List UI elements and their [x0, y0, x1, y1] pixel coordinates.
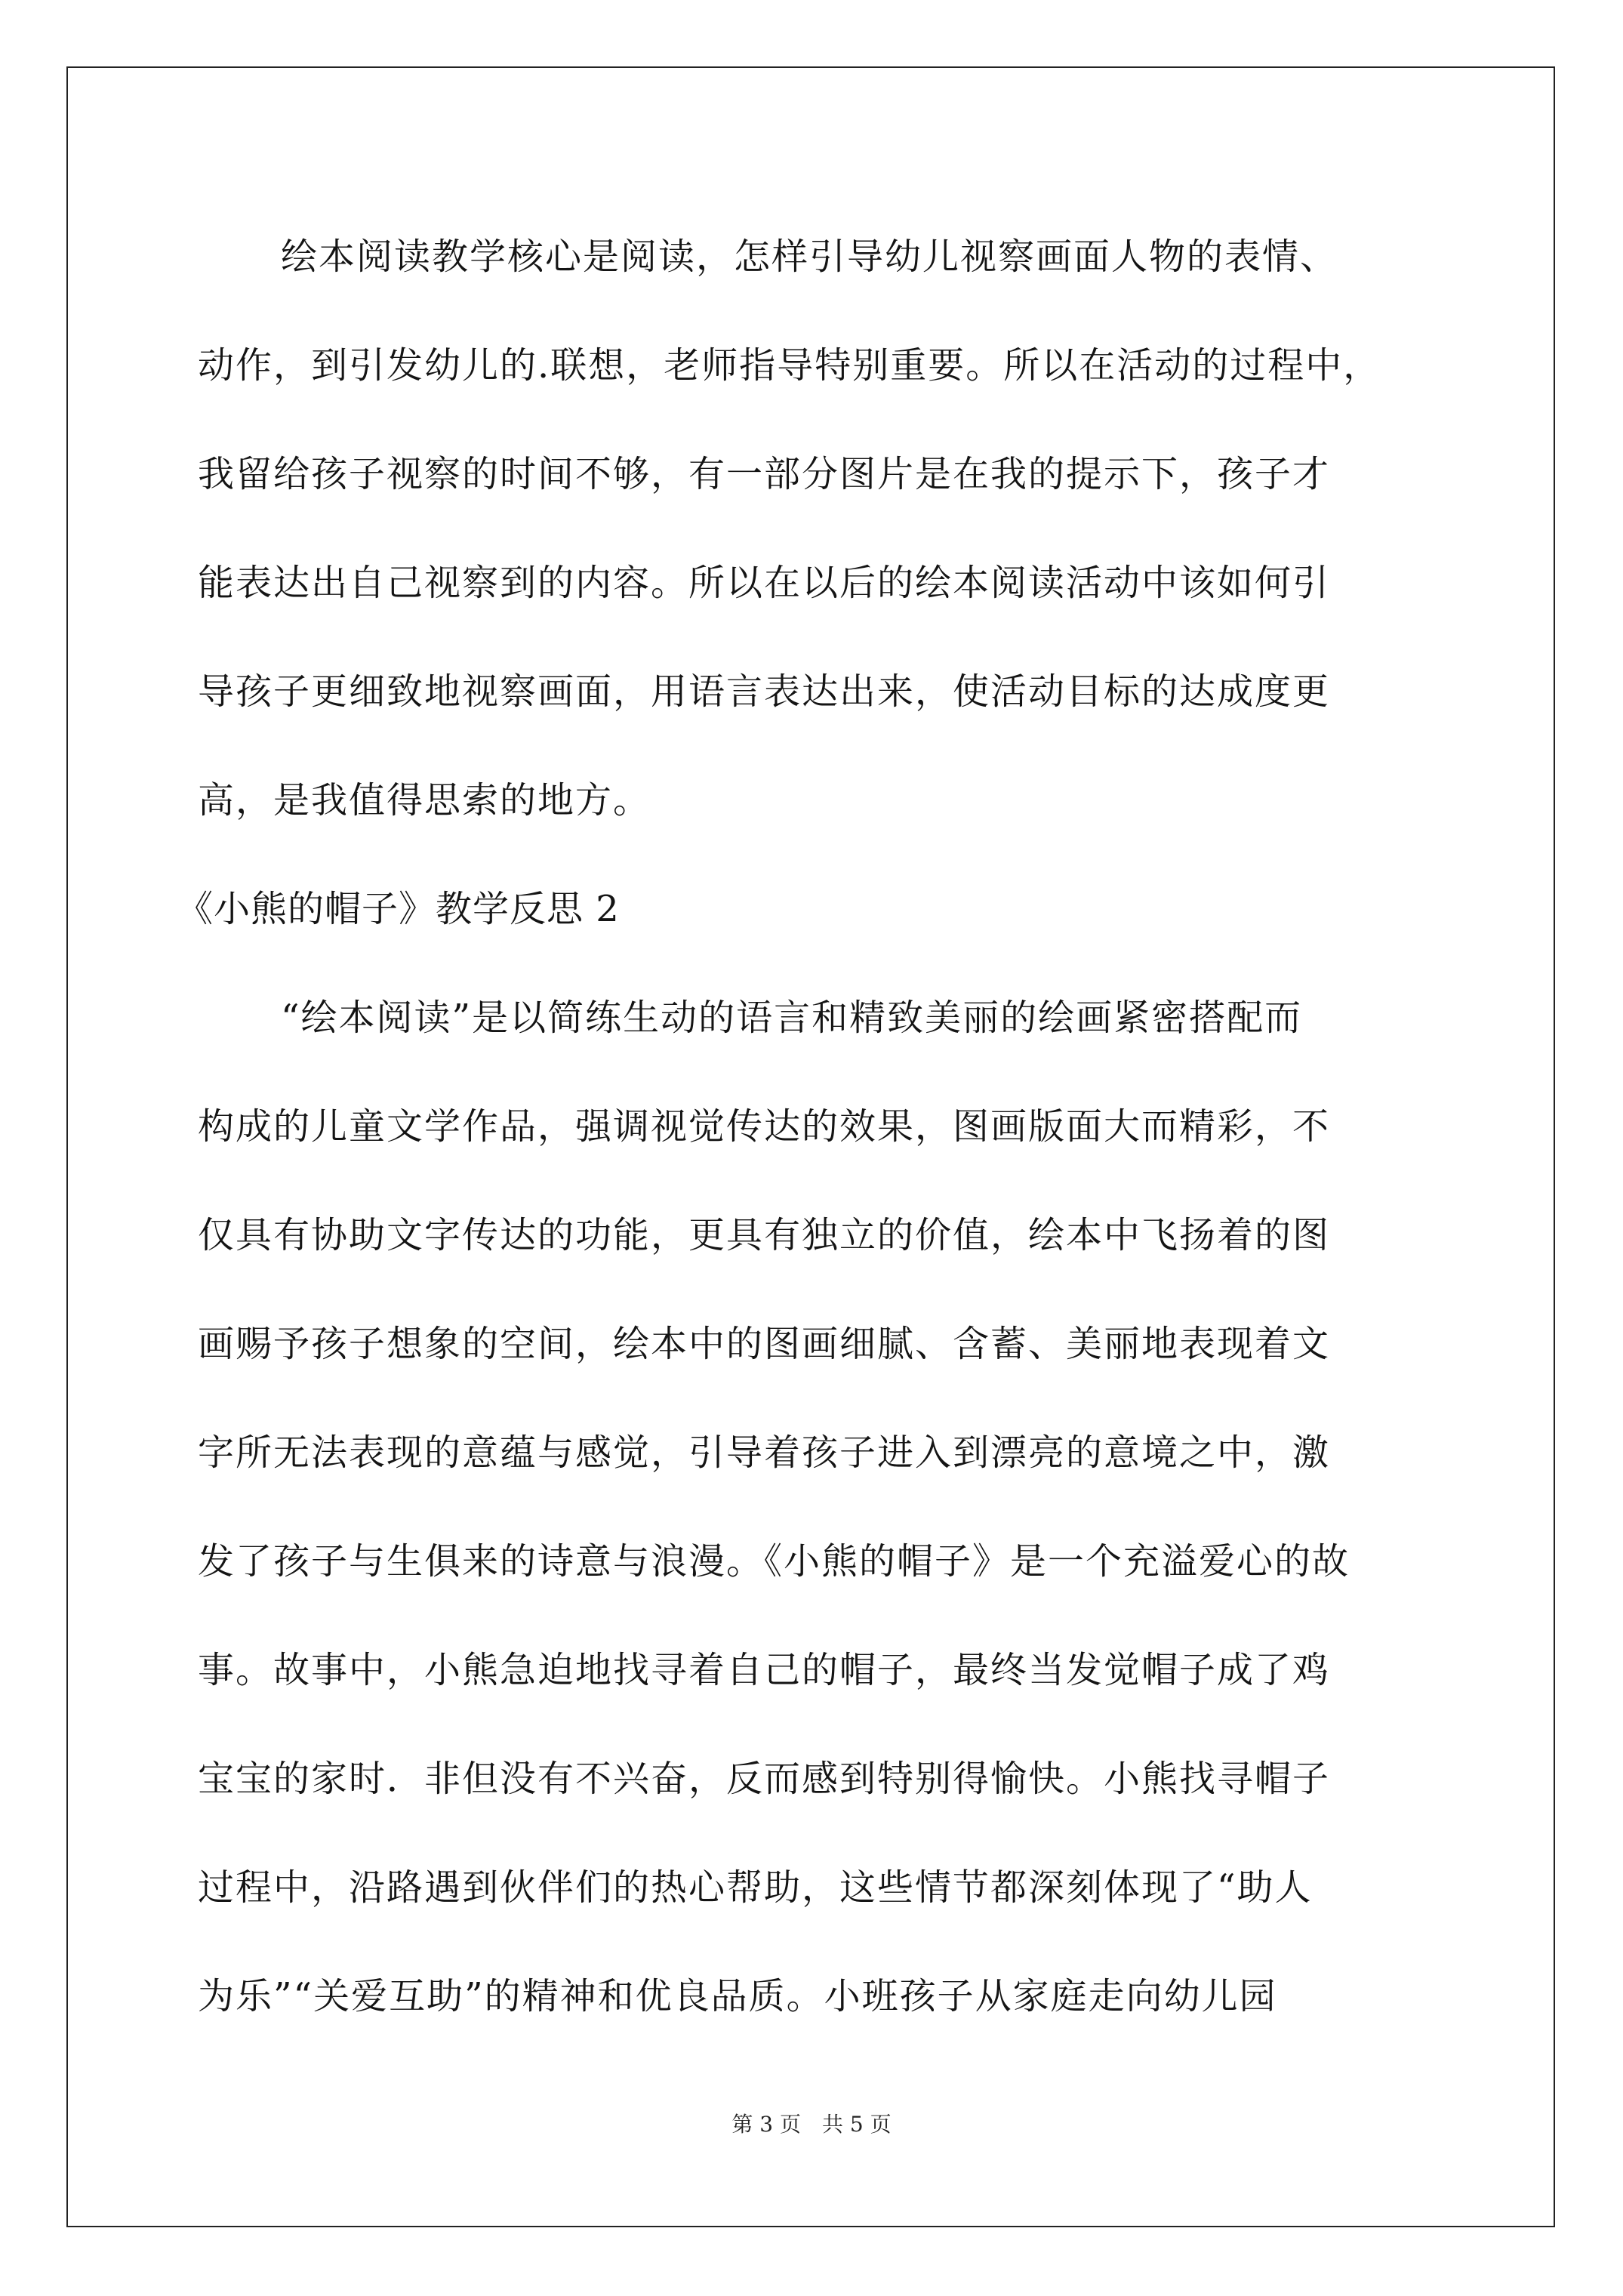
paragraph2-line-1: “绘本阅读”是以简练生动的语言和精致美丽的绘画紧密搭配而 — [281, 997, 1303, 1039]
paragraph2-line-5: 字所无法表现的意蕴与感觉，引导着孩子进入到漂亮的意境之中，激 — [198, 1432, 1331, 1474]
paragraph2-line-8: 宝宝的家时．非但没有不兴奋，反而感到特别得愉快。小熊找寻帽子 — [198, 1758, 1331, 1800]
paragraph2-line-9: 过程中，沿路遇到伙伴们的热心帮助，这些情节都深刻体现了“助人 — [198, 1866, 1313, 1909]
paragraph1-line-5: 导孩子更细致地视察画面，用语言表达出来，使活动目标的达成度更 — [198, 670, 1331, 713]
paragraph1-line-3: 我留给孩子视察的时间不够，有一部分图片是在我的提示下，孩子才 — [198, 453, 1331, 495]
page-footer: 第 3 页 共 5 页 — [731, 2112, 892, 2137]
paragraph2-line-10: 为乐”“关爱互助”的精神和优良品质。小班孩子从家庭走向幼儿园 — [198, 1975, 1277, 2017]
paragraph2-line-2: 构成的儿童文学作品，强调视觉传达的效果，图画版面大而精彩，不 — [198, 1105, 1331, 1148]
paragraph1-line-2: 动作，到引发幼儿的.联想，老师指导特别重要。所以在活动的过程中， — [198, 344, 1381, 387]
paragraph2-line-3: 仅具有协助文字传达的功能，更具有独立的价值，绘本中飞扬着的图 — [198, 1214, 1331, 1256]
section-heading: 《小熊的帽子》教学反思 2 — [177, 888, 620, 930]
paragraph2-line-4: 画赐予孩子想象的空间，绘本中的图画细腻、含蓄、美丽地表现着文 — [198, 1323, 1331, 1365]
paragraph1-line-6: 高，是我值得思索的地方。 — [198, 779, 651, 821]
paragraph1-line-4: 能表达出自己视察到的内容。所以在以后的绘本阅读活动中该如何引 — [198, 562, 1331, 604]
paragraph2-line-7: 事。故事中，小熊急迫地找寻着自己的帽子，最终当发觉帽子成了鸡 — [198, 1649, 1331, 1691]
paragraph2-line-6: 发了孩子与生俱来的诗意与浪漫。《小熊的帽子》是一个充溢爱心的故 — [198, 1540, 1350, 1583]
paragraph1-line-1: 绘本阅读教学核心是阅读，怎样引导幼儿视察画面人物的表情、 — [281, 236, 1338, 278]
